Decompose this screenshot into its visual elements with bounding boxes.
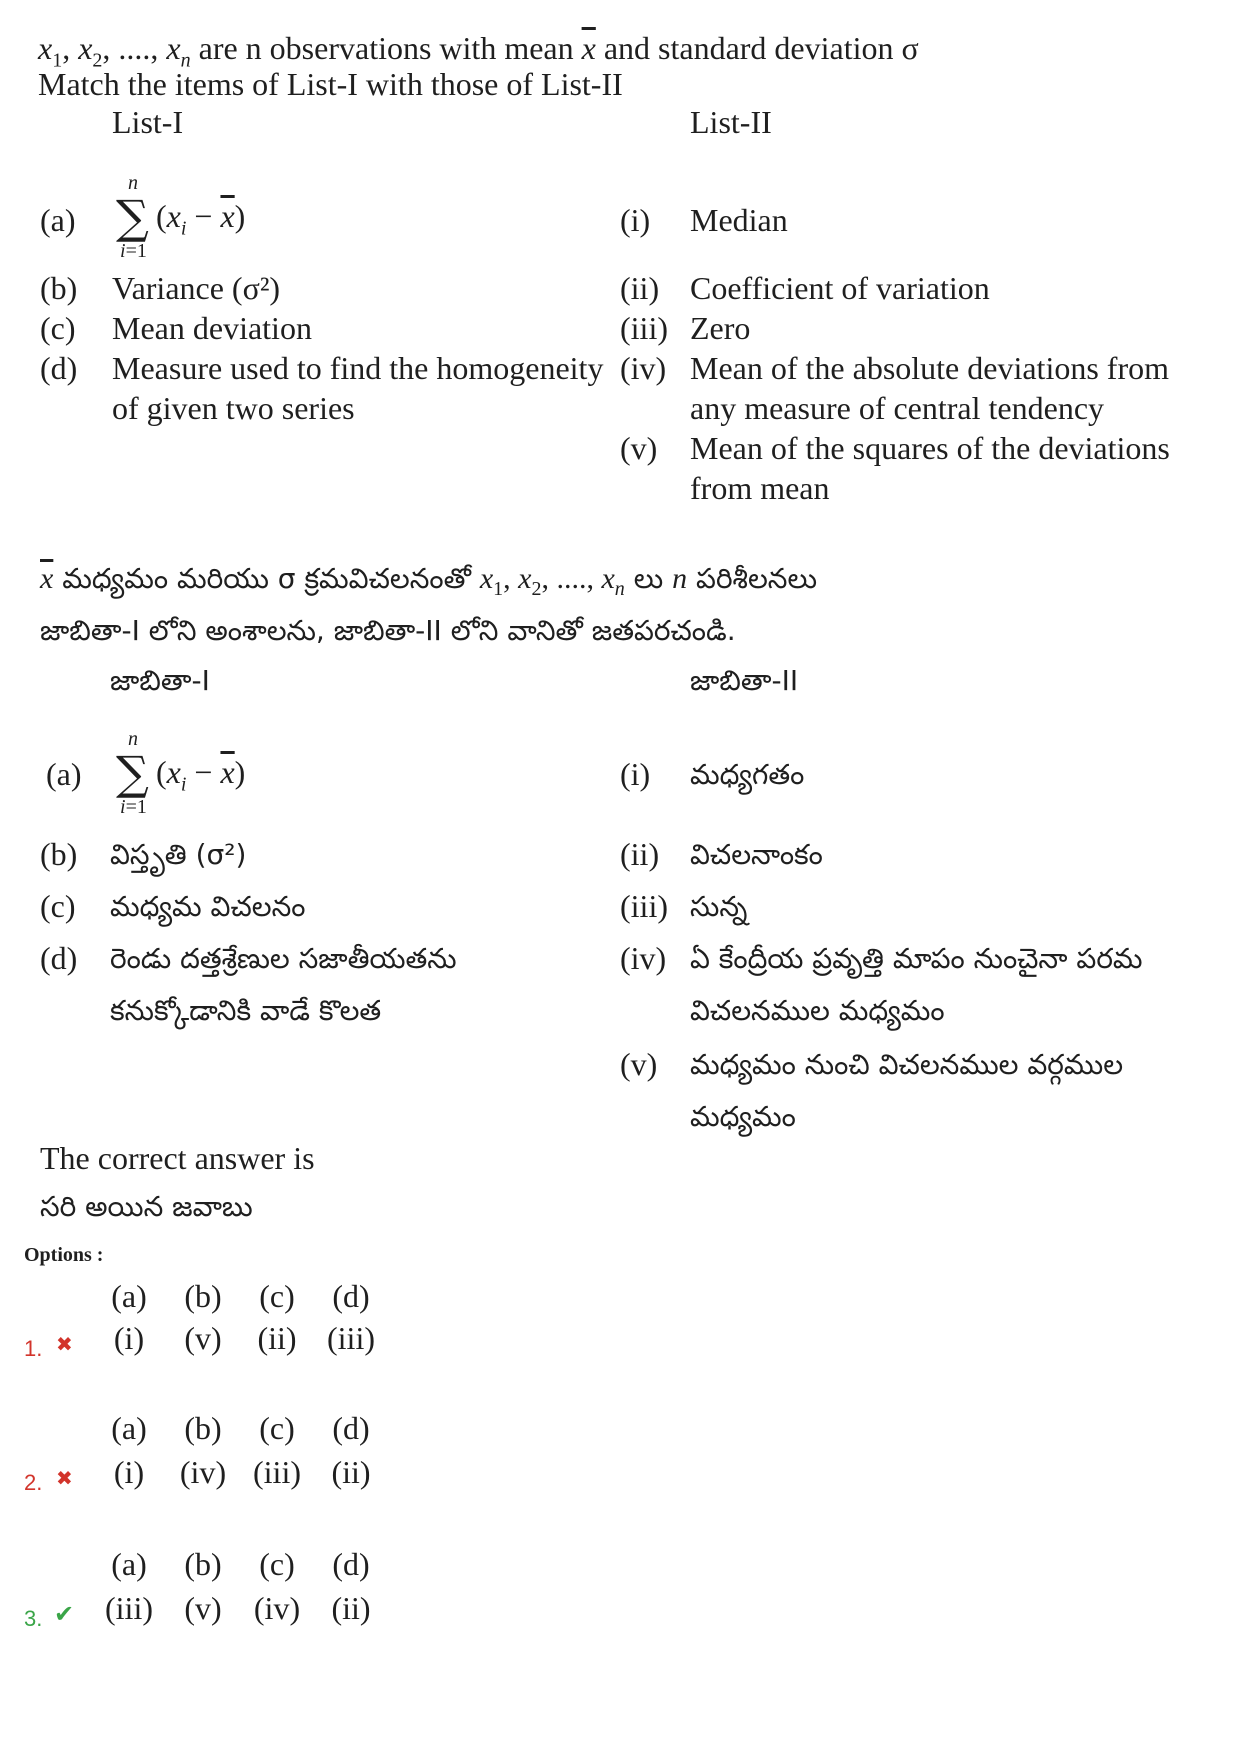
telugu-intro-c: పరిశీలనలు <box>687 562 818 595</box>
telugu-list2-text-v: మధ్యమం నుంచి విచలనముల వర్గముల <box>690 1048 1124 1081</box>
telugu-match-line: జాబితా-I లోని అంశాలను, జాబితా-II లోని వానితో జతపరచండి. <box>40 614 736 647</box>
telugu-list2-tag-i: (i) <box>620 756 651 792</box>
option-1-number: 1. <box>24 1336 43 1361</box>
english-list1-text-d2: of given two series <box>112 390 355 426</box>
telugu-summation-formula: n ∑ $(x_i - \overline{x})$ i=1 <box>116 728 246 818</box>
telugu-intro-b: లు <box>624 562 673 595</box>
telugu-intro-a: మధ్యమం మరియు σ క్రమవిచలనంతో <box>53 562 480 595</box>
english-list1-text-b: Variance (σ²) <box>112 270 281 306</box>
english-list2-text-ii: Coefficient of variation <box>690 270 990 306</box>
wrong-cross-icon: ✖ <box>56 1332 73 1356</box>
english-list2-tag-i: (i) <box>620 202 651 238</box>
wrong-cross-icon: ✖ <box>56 1466 73 1490</box>
option-2-number: 2. <box>24 1470 43 1495</box>
option-3[interactable] <box>20 1546 420 1646</box>
telugu-list2-text-i: మధ్యగతం <box>690 758 805 791</box>
english-list2-text-v2: from mean <box>690 470 830 506</box>
option-3-values: (iii) (v) (iv) (ii) <box>105 1590 371 1626</box>
english-list1-tag-a: (a) <box>40 202 76 238</box>
english-list2-tag-ii: (ii) <box>620 270 660 306</box>
english-list2-tag-v: (v) <box>620 430 658 466</box>
telugu-list2-tag-iv: (iv) <box>620 940 667 976</box>
english-list1-text-c: Mean deviation <box>112 310 312 346</box>
english-list2-text-iii: Zero <box>690 310 751 346</box>
english-list2-tag-iii: (iii) <box>620 310 668 346</box>
english-intro-end: and standard deviation σ <box>595 30 919 66</box>
english-list2-tag-iv: (iv) <box>620 350 667 386</box>
english-match-line: Match the items of List-I with those of List-II <box>38 66 623 102</box>
english-summation-formula: n ∑ $(x_i - \overline{x})$ i=1 <box>116 172 246 262</box>
english-list1-tag-d: (d) <box>40 350 78 386</box>
english-list1-title: List-I <box>112 104 184 140</box>
correct-check-icon: ✔ <box>54 1600 75 1628</box>
telugu-list2-text-v2: మధ్యమం <box>690 1100 796 1133</box>
english-list2-title: List-II <box>690 104 772 140</box>
english-list2-text-iv: Mean of the absolute deviations from <box>690 350 1169 386</box>
english-answer-prompt: The correct answer is <box>40 1140 315 1176</box>
option-1-headers: (a) (b) (c) (d) <box>111 1278 370 1314</box>
option-1-values: (i) (v) (ii) (iii) <box>113 1320 375 1356</box>
telugu-list2-tag-v: (v) <box>620 1046 658 1082</box>
english-intro: $x_1$, $x_2$, ...., $x_n$ are n observations with mean $\overline{x}$ and standard deviation σ <box>38 30 919 72</box>
telugu-list2-tag-iii: (iii) <box>620 888 668 924</box>
option-3-headers: (a) (b) (c) (d) <box>111 1546 370 1582</box>
english-list1-tag-b: (b) <box>40 270 78 306</box>
telugu-list1-text-b: విస్తృతి (σ²) <box>110 838 247 871</box>
option-2-headers: (a) (b) (c) (d) <box>111 1410 370 1446</box>
option-2-values: (i) (iv) (iii) (ii) <box>113 1454 371 1490</box>
english-list1-tag-c: (c) <box>40 310 76 346</box>
telugu-list1-text-d2: కనుక్కోడానికి వాడే కొలత <box>110 994 382 1027</box>
english-list2-text-v: Mean of the squares of the deviations <box>690 430 1170 466</box>
telugu-list2-text-iv: ఏ కేంద్రీయ ప్రవృత్తి మాపం నుంచైనా పరమ <box>690 942 1143 975</box>
english-list1-text-d: Measure used to find the homogeneity <box>112 350 604 386</box>
options-label: Options : <box>24 1244 104 1266</box>
option-3-number: 3. <box>24 1606 43 1631</box>
telugu-list1-title: జాబితా-I <box>110 664 210 697</box>
option-1[interactable] <box>20 1278 420 1378</box>
telugu-list2-text-iii: సున్న <box>690 890 748 923</box>
english-list2-text-iv2: any measure of central tendency <box>690 390 1105 426</box>
telugu-answer-prompt: సరి అయిన జవాబు <box>40 1190 253 1223</box>
english-list2-text-i: Median <box>690 202 788 238</box>
telugu-list1-text-d: రెండు దత్తశ్రేణుల సజాతీయతను <box>110 942 457 975</box>
english-intro-text: are n observations with mean <box>190 30 582 66</box>
telugu-intro: $\overline{x}$ మధ్యమం మరియు σ క్రమవిచలనంతో $x_1$, $x_2$, ...., $x_n$ లు n పరిశీలనలు <box>40 562 818 600</box>
telugu-list1-tag-a: (a) <box>46 756 82 792</box>
telugu-list1-tag-d: (d) <box>40 940 78 976</box>
telugu-list2-tag-ii: (ii) <box>620 836 660 872</box>
option-2[interactable] <box>20 1410 420 1510</box>
telugu-list1-text-c: మధ్యమ విచలనం <box>110 890 306 923</box>
telugu-list2-text-ii: విచలనాంకం <box>690 838 823 871</box>
telugu-list2-text-iv2: విచలనముల మధ్యమం <box>690 994 945 1027</box>
telugu-list2-title: జాబితా-II <box>690 664 799 697</box>
telugu-list1-tag-c: (c) <box>40 888 76 924</box>
telugu-list1-tag-b: (b) <box>40 836 78 872</box>
